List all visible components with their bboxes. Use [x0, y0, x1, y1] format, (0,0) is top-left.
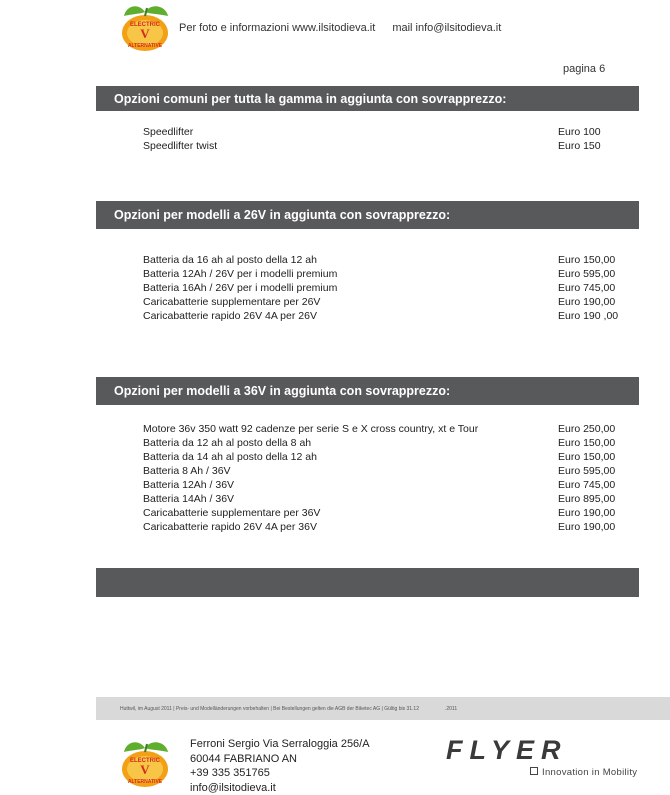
list-item [143, 253, 623, 267]
list-item [143, 309, 623, 323]
footer-note: Huttwil, im August 2011 | Preis- und Modelländerungen vorbehalten | Bei Bestellungen gelten die AGB der Biketec AG | Gültig bis 31.12 [120, 706, 419, 712]
item-desc: Motore 36v 350 watt 92 cadenze per serie S e X cross country, xt e Tour [143, 422, 478, 436]
item-desc: Caricabatterie supplementare per 36V [143, 506, 320, 520]
item-desc: Speedlifter [143, 125, 193, 139]
item-desc: Batteria da 12 ah al posto della 8 ah [143, 436, 311, 450]
item-desc: Batteria da 16 ah al posto della 12 ah [143, 253, 317, 267]
address-line-1: Ferroni Sergio Via Serraloggia 256/A [190, 737, 370, 752]
item-desc: Caricabatterie rapido 26V 4A per 36V [143, 520, 317, 534]
item-price: Euro 190 ,00 [558, 309, 618, 323]
item-price: Euro 100 [558, 125, 601, 139]
list-item [143, 506, 623, 520]
header-contact [179, 22, 501, 34]
item-desc: Caricabatterie supplementare per 26V [143, 295, 320, 309]
flyer-logo [446, 738, 660, 762]
svg-text:ALTERNATIVE: ALTERNATIVE [128, 779, 163, 785]
item-price: Euro 595,00 [558, 267, 615, 281]
item-price: Euro 595,00 [558, 464, 615, 478]
item-price: Euro 150 [558, 139, 601, 153]
item-desc: Batteria 12Ah / 26V per i modelli premium [143, 267, 337, 281]
section-header-36v: Opzioni per modelli a 36V in aggiunta con sovrapprezzo: [96, 377, 639, 405]
header-info: Per foto e informazioni www.ilsitodieva.it [179, 22, 375, 34]
list-item [143, 492, 623, 506]
brand-tagline [530, 767, 637, 778]
item-price: Euro 190,00 [558, 520, 615, 534]
section-list-36v [143, 422, 623, 534]
item-desc: Batteria 8 Ah / 36V [143, 464, 231, 478]
item-price: Euro 190,00 [558, 295, 615, 309]
flyer-wordmark: FLYER [446, 738, 568, 762]
dealer-address [190, 737, 370, 795]
list-item [143, 281, 623, 295]
address-line-3: +39 335 351765 [190, 766, 370, 781]
section-list-common [143, 125, 623, 153]
list-item [143, 267, 623, 281]
list-item [143, 125, 623, 139]
logo-line-1: ELECTRIC [130, 22, 161, 28]
list-item [143, 139, 623, 153]
list-item [143, 436, 623, 450]
evaa-logo-footer [116, 740, 174, 790]
section-list-26v [143, 253, 623, 323]
item-price: Euro 190,00 [558, 506, 615, 520]
logo-line-2: V [140, 26, 150, 41]
address-line-4: info@ilsitodieva.it [190, 781, 370, 795]
item-desc: Caricabatterie rapido 26V 4A per 26V [143, 309, 317, 323]
square-icon [530, 767, 538, 775]
page-number: pagina 6 [563, 63, 605, 75]
empty-section-bar [96, 568, 639, 597]
item-desc: Batteria 14Ah / 36V [143, 492, 234, 506]
item-price: Euro 150,00 [558, 450, 615, 464]
list-item [143, 478, 623, 492]
footer-legal-strip [96, 697, 670, 720]
svg-text:V: V [140, 762, 150, 777]
list-item [143, 520, 623, 534]
item-price: Euro 250,00 [558, 422, 615, 436]
item-desc: Speedlifter twist [143, 139, 217, 153]
list-item [143, 450, 623, 464]
item-desc: Batteria da 14 ah al posto della 12 ah [143, 450, 317, 464]
item-price: Euro 150,00 [558, 436, 615, 450]
evaa-logo [116, 4, 174, 54]
item-price: Euro 150,00 [558, 253, 615, 267]
list-item [143, 464, 623, 478]
logo-line-3: ALTERNATIVE [128, 43, 163, 49]
tagline-text: Innovation in Mobility [542, 767, 637, 778]
section-header-26v: Opzioni per modelli a 26V in aggiunta con sovrapprezzo: [96, 201, 639, 229]
item-price: Euro 745,00 [558, 478, 615, 492]
list-item [143, 295, 623, 309]
list-item [143, 422, 623, 436]
section-header-common: Opzioni comuni per tutta la gamma in aggiunta con sovrapprezzo: [96, 86, 639, 111]
svg-text:ELECTRIC: ELECTRIC [130, 758, 161, 764]
item-desc: Batteria 12Ah / 36V [143, 478, 234, 492]
item-price: Euro 895,00 [558, 492, 615, 506]
footer-year: .2011 [445, 706, 457, 712]
item-desc: Batteria 16Ah / 26V per i modelli premium [143, 281, 337, 295]
address-line-2: 60044 FABRIANO AN [190, 752, 370, 767]
item-price: Euro 745,00 [558, 281, 615, 295]
header-mail: mail info@ilsitodieva.it [392, 22, 501, 34]
